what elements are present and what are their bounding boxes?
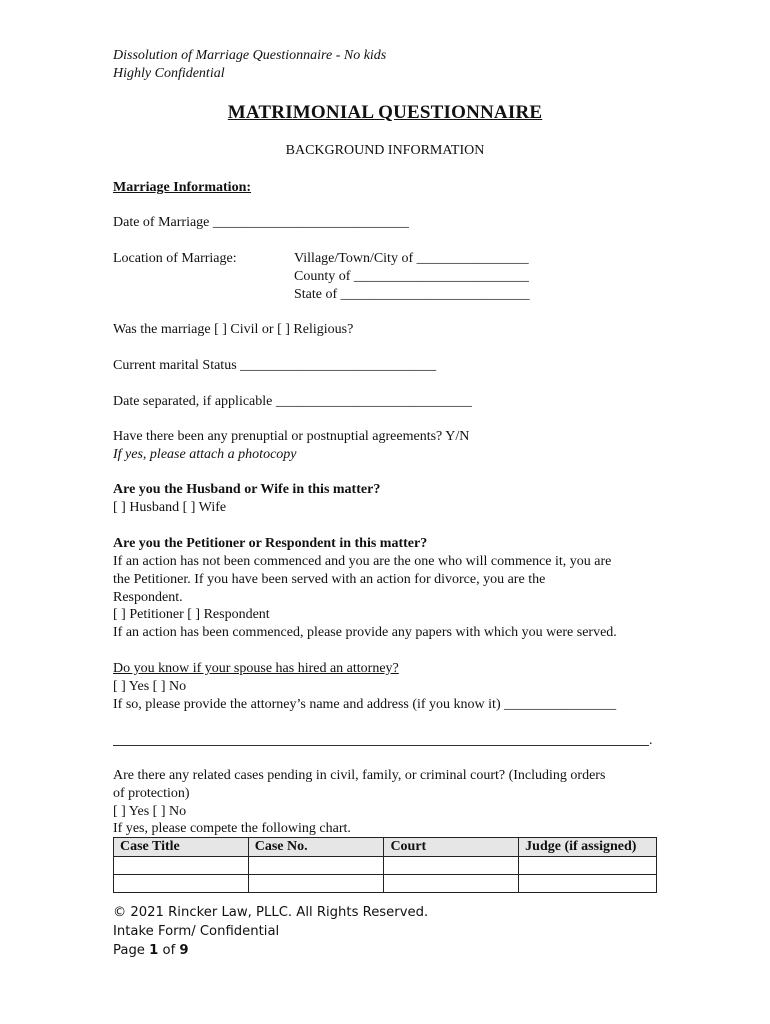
role-heading: Are you the Husband or Wife in this matter? — [113, 482, 381, 497]
attorney-followup-field[interactable]: If so, please provide the attorney’s name and address (if you know it) ________________ — [113, 697, 617, 712]
petitioner-heading: Are you the Petitioner or Respondent in this matter? — [113, 536, 428, 551]
table-row — [114, 875, 657, 893]
table-cell[interactable] — [248, 875, 384, 893]
page-total: 9 — [179, 943, 189, 958]
role-options[interactable]: [ ] Husband [ ] Wife — [113, 500, 227, 515]
related-question-2: of protection) — [113, 786, 190, 801]
attorney-line-end: . — [649, 733, 653, 748]
related-cases-table — [113, 837, 657, 893]
petitioner-text-2: the Petitioner. If you have been served with an action for divorce, you are the — [113, 572, 546, 587]
petitioner-text-3: Respondent. — [113, 590, 183, 605]
section-subtitle: BACKGROUND INFORMATION — [285, 143, 485, 158]
table-cell[interactable] — [519, 857, 657, 875]
table-cell[interactable] — [114, 857, 249, 875]
column-header-judge: Judge (if assigned) — [519, 838, 657, 857]
table-cell[interactable] — [114, 875, 249, 893]
related-instruction: If yes, please compete the following chart. — [113, 821, 351, 836]
village-field[interactable]: Village/Town/City of ________________ — [294, 251, 529, 266]
table-cell[interactable] — [519, 875, 657, 893]
related-question-1: Are there any related cases pending in civil, family, or criminal court? (Including orders — [113, 768, 606, 783]
table-cell[interactable] — [384, 875, 519, 893]
header-document-type: Dissolution of Marriage Questionnaire - No kids — [113, 48, 387, 63]
prenup-question[interactable]: Have there been any prenuptial or postnuptial agreements? Y/N — [113, 429, 470, 444]
date-of-marriage-field[interactable]: Date of Marriage ____________________________ — [113, 215, 409, 230]
prenup-note: If yes, please attach a photocopy — [113, 447, 297, 462]
petitioner-options[interactable]: [ ] Petitioner [ ] Respondent — [113, 607, 270, 622]
page-of: of — [158, 943, 180, 958]
attorney-options[interactable]: [ ] Yes [ ] No — [113, 679, 187, 694]
footer-page-number — [113, 943, 189, 958]
date-separated-field[interactable]: Date separated, if applicable ____________________________ — [113, 394, 472, 409]
page-current: 1 — [149, 943, 159, 958]
related-options[interactable]: [ ] Yes [ ] No — [113, 804, 187, 819]
state-field[interactable]: State of ___________________________ — [294, 287, 530, 302]
petitioner-text-4: If an action has been commenced, please provide any papers with which you were served. — [113, 625, 617, 640]
marital-status-field[interactable]: Current marital Status ____________________________ — [113, 358, 437, 373]
table-header-row — [114, 838, 657, 857]
page-title: MATRIMONIAL QUESTIONNAIRE — [227, 102, 543, 123]
table-row — [114, 857, 657, 875]
table-cell[interactable] — [384, 857, 519, 875]
header-confidential: Highly Confidential — [113, 66, 225, 81]
location-label: Location of Marriage: — [113, 251, 237, 266]
petitioner-text-1: If an action has not been commenced and you are the one who will commence it, you are — [113, 554, 612, 569]
attorney-address-line[interactable] — [113, 745, 649, 746]
column-header-case-no: Case No. — [248, 838, 384, 857]
table-cell[interactable] — [248, 857, 384, 875]
column-header-court: Court — [384, 838, 519, 857]
county-field[interactable]: County of _________________________ — [294, 269, 529, 284]
page-prefix: Page — [113, 943, 150, 958]
attorney-question: Do you know if your spouse has hired an attorney? — [113, 661, 399, 676]
footer-form-label: Intake Form/ Confidential — [113, 924, 280, 939]
marriage-type-question[interactable]: Was the marriage [ ] Civil or [ ] Religious? — [113, 322, 354, 337]
marriage-heading: Marriage Information: — [113, 180, 252, 195]
footer-copyright: © 2021 Rincker Law, PLLC. All Rights Reserved. — [113, 905, 429, 920]
column-header-case-title: Case Title — [114, 838, 249, 857]
